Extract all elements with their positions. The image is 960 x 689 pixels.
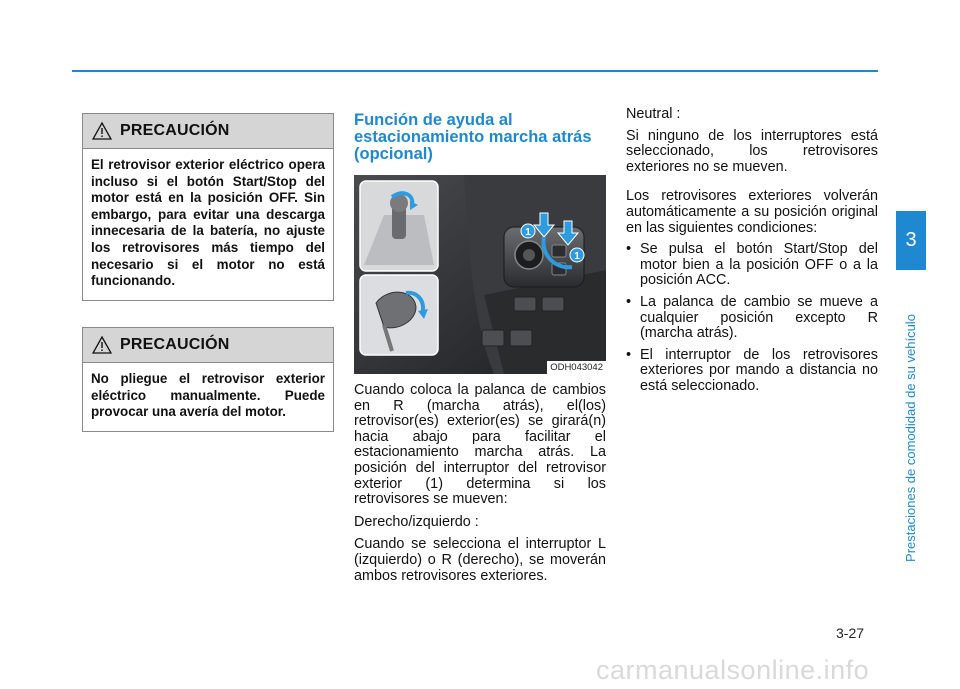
section-paragraph: Derecho/izquierdo : <box>354 513 479 530</box>
right-column <box>626 107 878 401</box>
right-paragraph: Los retrovisores exteriores volverán automáticamente a su posición original en las siguientes condiciones: <box>626 188 878 236</box>
right-paragraph: Neutral : <box>626 106 681 122</box>
list-item: • La palanca de cambio se mueve a cualquier posición excepto R (marcha atrás). <box>626 295 878 342</box>
figure-code: ODH043042 <box>547 361 606 374</box>
warning-triangle-icon <box>92 122 112 140</box>
right-paragraph: Si ninguno de los interruptores está seleccionado, los retrovisores exteriores no se mueven. <box>626 127 878 175</box>
section-column <box>354 112 606 591</box>
caution-header <box>83 328 333 363</box>
caution-title: PRECAUCIÓN <box>120 336 230 353</box>
caution-box-fold <box>82 327 334 432</box>
chapter-side-strip <box>896 273 926 603</box>
page-number: 3-27 <box>836 625 865 641</box>
watermark: carmanualsonline.info <box>596 655 870 685</box>
caution-text: No pliegue el retrovisor exterior eléctrico manualmente. Puede provocar una avería del motor. <box>91 371 325 420</box>
list-item: • El interruptor de los retrovisores exteriores por mando a distancia no está seleccionado. <box>626 348 878 395</box>
caution-title: PRECAUCIÓN <box>120 122 230 139</box>
conditions-list <box>626 242 878 394</box>
caution-header <box>83 114 333 149</box>
list-item: • Se pulsa el botón Start/Stop del motor bien a la posición OFF o a la posición ACC. <box>626 242 878 289</box>
chapter-number: 3 <box>905 229 917 251</box>
section-title: Función de ayuda al estacionamiento marcha atrás (opcional) <box>354 111 592 163</box>
door-panel-illustration <box>354 175 606 374</box>
callout-1-label: 1 <box>574 251 580 262</box>
warning-triangle-icon <box>92 336 112 354</box>
header-rule <box>72 70 878 72</box>
mirror-switch-figure <box>354 175 606 374</box>
caution-text: El retrovisor exterior eléctrico opera incluso si el botón Start/Stop del motor está en la posición OFF. Sin embargo, para evitar una descarga innecesaria de la batería, no ajuste los retrovisores más tiempo del necesario si el motor no está funcionando. <box>91 157 325 289</box>
section-paragraph: Cuando coloca la palanca de cambios en R (marcha atrás), el(los) retrovisor(es) exterior(es) se girará(n) hacia abajo para facilitar el estacionamiento marcha atrás. La posición del interruptor del retrovisor exterior (1) determina si los retrovisores se mueven: <box>354 382 606 508</box>
caution-box-battery <box>82 113 334 301</box>
chapter-tab <box>896 211 926 270</box>
section-paragraph: Cuando se selecciona el interruptor L (izquierdo) o R (derecho), se moverán ambos retrovisores exteriores. <box>354 536 606 584</box>
chapter-title: Prestaciones de comodidad de su vehículo <box>903 314 918 562</box>
callout-1-label: 1 <box>525 227 531 238</box>
